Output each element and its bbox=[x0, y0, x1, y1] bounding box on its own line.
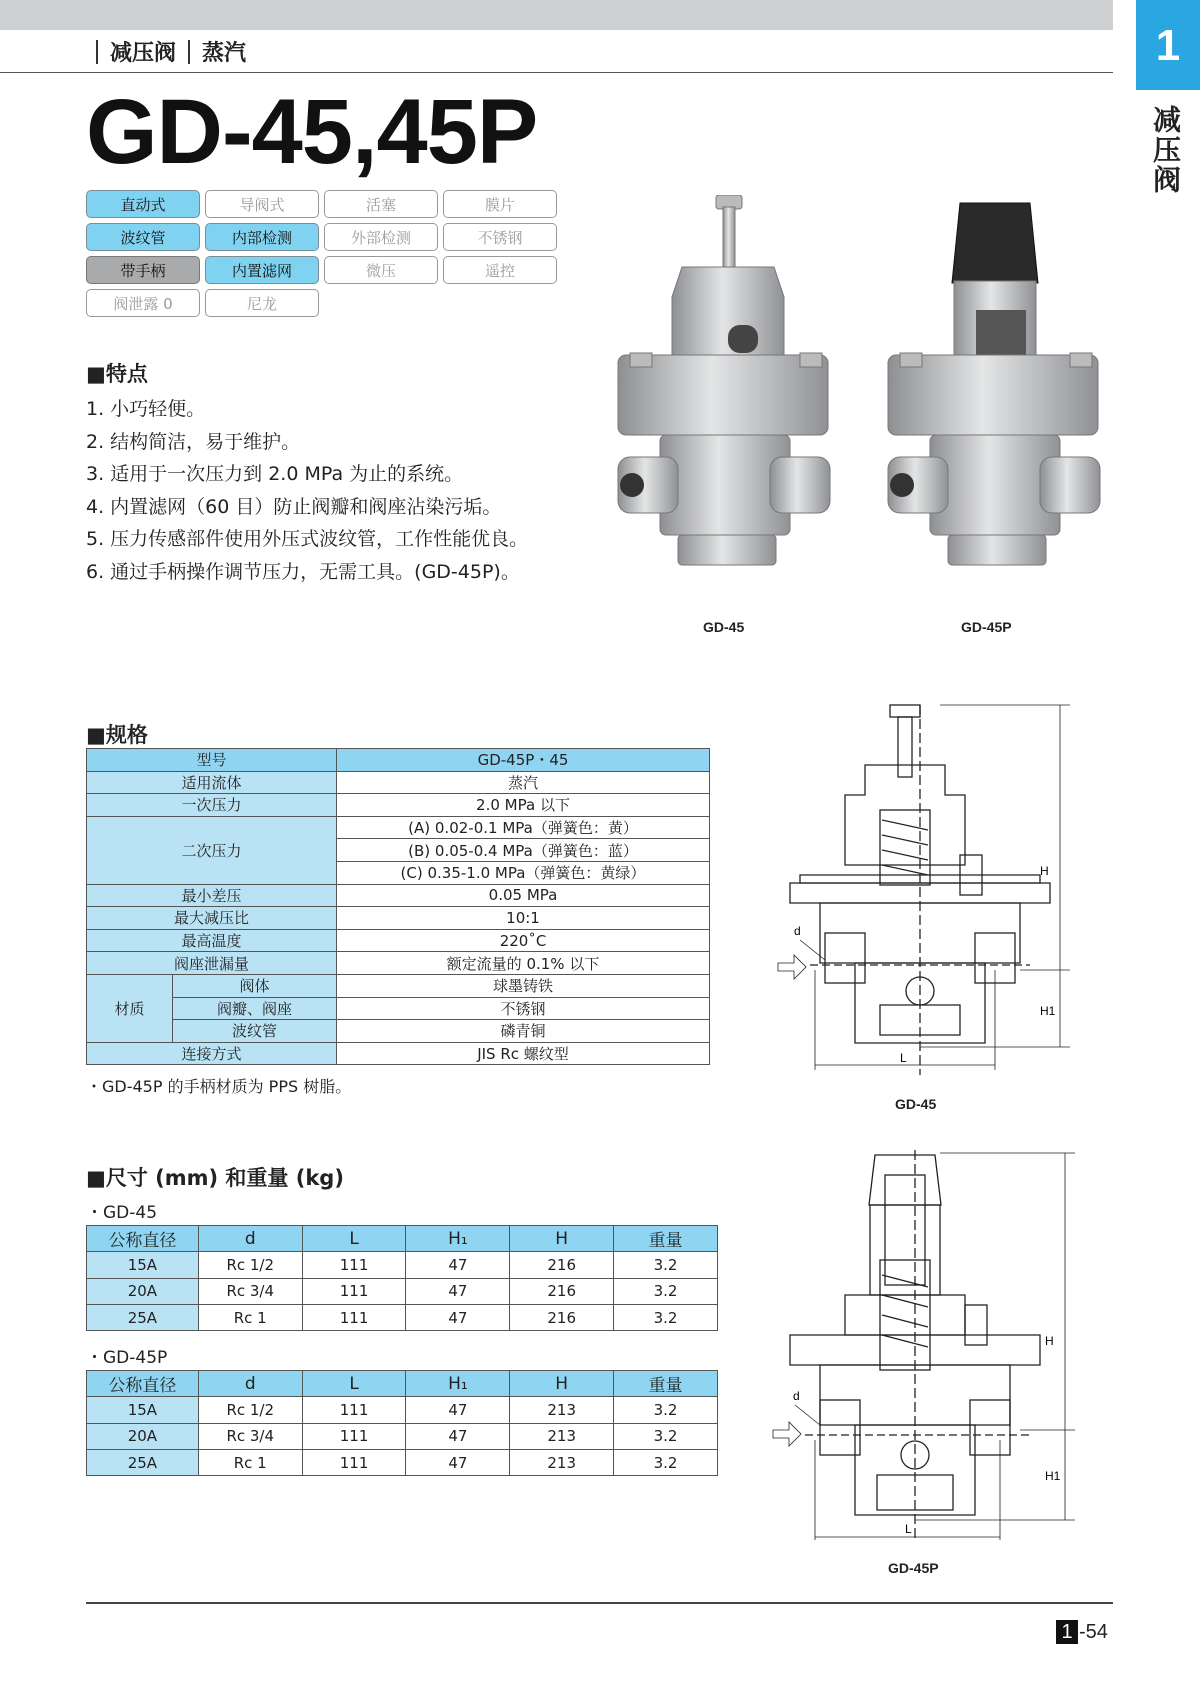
features-list bbox=[86, 393, 528, 588]
chapter-number: 1 bbox=[1136, 0, 1200, 90]
dims-cell: 213 bbox=[510, 1397, 614, 1423]
dims-heading: ■尺寸 (mm) 和重量 (kg) bbox=[86, 1166, 344, 1190]
page-chapter-box: 1 bbox=[1056, 1620, 1078, 1644]
dims-cell: 47 bbox=[406, 1449, 510, 1475]
features-heading: ■特点 bbox=[86, 362, 148, 386]
spec-note: ・GD-45P 的手柄材质为 PPS 树脂。 bbox=[86, 1077, 352, 1096]
spec-table bbox=[86, 748, 710, 1065]
dims-cell: 111 bbox=[302, 1449, 406, 1475]
feature-item: 6. 通过手柄操作调节压力，无需工具。(GD-45P)。 bbox=[86, 560, 520, 583]
drawing-label: L bbox=[900, 1051, 907, 1065]
dims-header-cell: 重量 bbox=[614, 1226, 718, 1252]
breadcrumb bbox=[84, 36, 246, 67]
spec-value: 蒸汽 bbox=[337, 771, 710, 794]
dims-cell: 111 bbox=[302, 1397, 406, 1423]
spec-value: 不锈钢 bbox=[337, 997, 710, 1020]
dims-table-gd45 bbox=[86, 1225, 718, 1331]
dims-cell: 47 bbox=[406, 1423, 510, 1449]
feature-tag: 膜片 bbox=[443, 190, 557, 218]
spec-sublabel: 阀瓣、阀座 bbox=[173, 997, 337, 1020]
dims-header-cell: 重量 bbox=[614, 1371, 718, 1397]
dims-cell: 25A bbox=[87, 1449, 199, 1475]
dims-cell: Rc 1 bbox=[198, 1304, 302, 1330]
dims-cell: 111 bbox=[302, 1252, 406, 1278]
drawing-label: H1 bbox=[1045, 1469, 1061, 1483]
page-number-text: -54 bbox=[1079, 1620, 1108, 1643]
breadcrumb-divider bbox=[96, 40, 98, 64]
dims-header-cell: L bbox=[302, 1226, 406, 1252]
dims-subheading: ・GD-45P bbox=[86, 1348, 168, 1368]
feature-tag: 内置滤网 bbox=[205, 256, 319, 284]
feature-tag: 遥控 bbox=[443, 256, 557, 284]
spec-value: (B) 0.05-0.4 MPa（弹簧色：蓝） bbox=[337, 839, 710, 862]
spec-sublabel: 波纹管 bbox=[173, 1020, 337, 1043]
dims-cell: 3.2 bbox=[614, 1449, 718, 1475]
page-number bbox=[1056, 1620, 1108, 1644]
table-row bbox=[87, 1278, 718, 1304]
feature-tag: 内部检测 bbox=[205, 223, 319, 251]
chapter-side-title: 减压阀 bbox=[1149, 105, 1182, 195]
dims-cell: 20A bbox=[87, 1423, 199, 1449]
dims-cell: 47 bbox=[406, 1397, 510, 1423]
dims-header-cell: 公称直径 bbox=[87, 1226, 199, 1252]
dims-header-cell: H bbox=[510, 1226, 614, 1252]
dims-cell: 3.2 bbox=[614, 1423, 718, 1449]
dims-cell: 47 bbox=[406, 1252, 510, 1278]
spec-label: 最小差压 bbox=[87, 884, 337, 907]
dims-cell: Rc 1 bbox=[198, 1449, 302, 1475]
dims-cell: 3.2 bbox=[614, 1252, 718, 1278]
table-row bbox=[87, 1449, 718, 1475]
divider bbox=[0, 72, 1113, 73]
spec-label: 连接方式 bbox=[87, 1042, 337, 1065]
dims-header-cell: L bbox=[302, 1371, 406, 1397]
drawing-label: d bbox=[794, 924, 801, 938]
table-row bbox=[87, 1304, 718, 1330]
feature-tag: 微压 bbox=[324, 256, 438, 284]
dims-cell: Rc 3/4 bbox=[198, 1278, 302, 1304]
dims-cell: 47 bbox=[406, 1304, 510, 1330]
dims-header-cell: d bbox=[198, 1226, 302, 1252]
feature-tag: 活塞 bbox=[324, 190, 438, 218]
valve-photo-gd45 bbox=[610, 195, 840, 605]
dims-cell: 213 bbox=[510, 1423, 614, 1449]
dims-cell: 216 bbox=[510, 1304, 614, 1330]
dims-cell: 213 bbox=[510, 1449, 614, 1475]
dims-cell: 20A bbox=[87, 1278, 199, 1304]
spec-label: 一次压力 bbox=[87, 794, 337, 817]
drawing-label: d bbox=[793, 1389, 800, 1403]
drawing-caption: GD-45 bbox=[895, 1096, 937, 1112]
dims-cell: 3.2 bbox=[614, 1304, 718, 1330]
spec-value: 2.0 MPa 以下 bbox=[337, 794, 710, 817]
dims-subheading: ・GD-45 bbox=[86, 1203, 158, 1223]
spec-value: 0.05 MPa bbox=[337, 884, 710, 907]
feature-tag: 尼龙 bbox=[205, 289, 319, 317]
dims-cell: 111 bbox=[302, 1423, 406, 1449]
dims-cell: 3.2 bbox=[614, 1397, 718, 1423]
photo-caption: GD-45 bbox=[703, 619, 745, 635]
section-drawing-gd45 bbox=[770, 695, 1070, 1095]
drawing-label: H bbox=[1040, 864, 1049, 878]
spec-label: 阀座泄漏量 bbox=[87, 952, 337, 975]
footer-divider bbox=[86, 1602, 1113, 1604]
dims-cell: Rc 3/4 bbox=[198, 1423, 302, 1449]
valve-photo-gd45p bbox=[880, 195, 1110, 605]
dims-cell: Rc 1/2 bbox=[198, 1397, 302, 1423]
header-bar bbox=[0, 0, 1113, 30]
drawing-label: H1 bbox=[1040, 1004, 1056, 1018]
dims-header-cell: d bbox=[198, 1371, 302, 1397]
feature-tag: 导阀式 bbox=[205, 190, 319, 218]
spec-label: 最高温度 bbox=[87, 929, 337, 952]
section-drawing-gd45p bbox=[765, 1145, 1075, 1565]
spec-value: (C) 0.35-1.0 MPa（弹簧色：黄绿） bbox=[337, 861, 710, 884]
feature-item: 1. 小巧轻便。 bbox=[86, 398, 206, 420]
feature-tag: 直动式 bbox=[86, 190, 200, 218]
page-title: GD-45,45P bbox=[86, 81, 538, 183]
dims-header-cell: H bbox=[510, 1371, 614, 1397]
feature-item: 3. 适用于一次压力到 2.0 MPa 为止的系统。 bbox=[86, 463, 464, 485]
feature-tag: 阀泄露 0 bbox=[86, 289, 200, 317]
feature-item: 5. 压力传感部件使用外压式波纹管，工作性能优良。 bbox=[86, 528, 529, 550]
spec-value: 10:1 bbox=[337, 907, 710, 930]
dims-header-cell: 公称直径 bbox=[87, 1371, 199, 1397]
table-row bbox=[87, 1423, 718, 1449]
spec-sublabel: 阀体 bbox=[173, 974, 337, 997]
dims-header-cell: H₁ bbox=[406, 1371, 510, 1397]
dims-cell: 3.2 bbox=[614, 1278, 718, 1304]
spec-value: GD-45P・45 bbox=[337, 749, 710, 772]
dims-cell: Rc 1/2 bbox=[198, 1252, 302, 1278]
spec-value: 球墨铸铁 bbox=[337, 974, 710, 997]
dims-cell: 111 bbox=[302, 1278, 406, 1304]
spec-label: 适用流体 bbox=[87, 771, 337, 794]
breadcrumb-item: 蒸汽 bbox=[202, 41, 247, 66]
spec-heading: ■规格 bbox=[86, 723, 148, 747]
dims-table-gd45p bbox=[86, 1370, 718, 1476]
spec-value: (A) 0.02-0.1 MPa（弹簧色：黄） bbox=[337, 816, 710, 839]
feature-tag: 带手柄 bbox=[86, 256, 200, 284]
dims-header-cell: H₁ bbox=[406, 1226, 510, 1252]
drawing-label: L bbox=[905, 1522, 912, 1536]
drawing-label: H bbox=[1045, 1334, 1054, 1348]
table-row bbox=[87, 1397, 718, 1423]
spec-value: 额定流量的 0.1% 以下 bbox=[337, 952, 710, 975]
dims-cell: 15A bbox=[87, 1397, 199, 1423]
spec-value: JIS Rc 螺纹型 bbox=[337, 1042, 710, 1065]
dims-cell: 25A bbox=[87, 1304, 199, 1330]
spec-value: 磷青铜 bbox=[337, 1020, 710, 1043]
feature-tag: 外部检测 bbox=[324, 223, 438, 251]
spec-label: 二次压力 bbox=[87, 816, 337, 884]
breadcrumb-item: 减压阀 bbox=[110, 41, 177, 66]
spec-label: 型号 bbox=[87, 749, 337, 772]
dims-cell: 111 bbox=[302, 1304, 406, 1330]
dims-cell: 15A bbox=[87, 1252, 199, 1278]
breadcrumb-divider bbox=[188, 40, 190, 64]
feature-item: 4. 内置滤网（60 目）防止阀瓣和阀座沾染污垢。 bbox=[86, 495, 502, 518]
feature-tag: 不锈钢 bbox=[443, 223, 557, 251]
spec-label: 最大减压比 bbox=[87, 907, 337, 930]
dims-cell: 216 bbox=[510, 1278, 614, 1304]
feature-tag: 波纹管 bbox=[86, 223, 200, 251]
photo-caption: GD-45P bbox=[961, 619, 1012, 635]
spec-value: 220˚C bbox=[337, 929, 710, 952]
feature-item: 2. 结构简洁，易于维护。 bbox=[86, 430, 301, 453]
dims-cell: 47 bbox=[406, 1278, 510, 1304]
feature-tags bbox=[86, 190, 557, 317]
dims-cell: 216 bbox=[510, 1252, 614, 1278]
drawing-caption: GD-45P bbox=[888, 1560, 939, 1576]
table-row bbox=[87, 1252, 718, 1278]
spec-label: 材质 bbox=[87, 974, 173, 1042]
